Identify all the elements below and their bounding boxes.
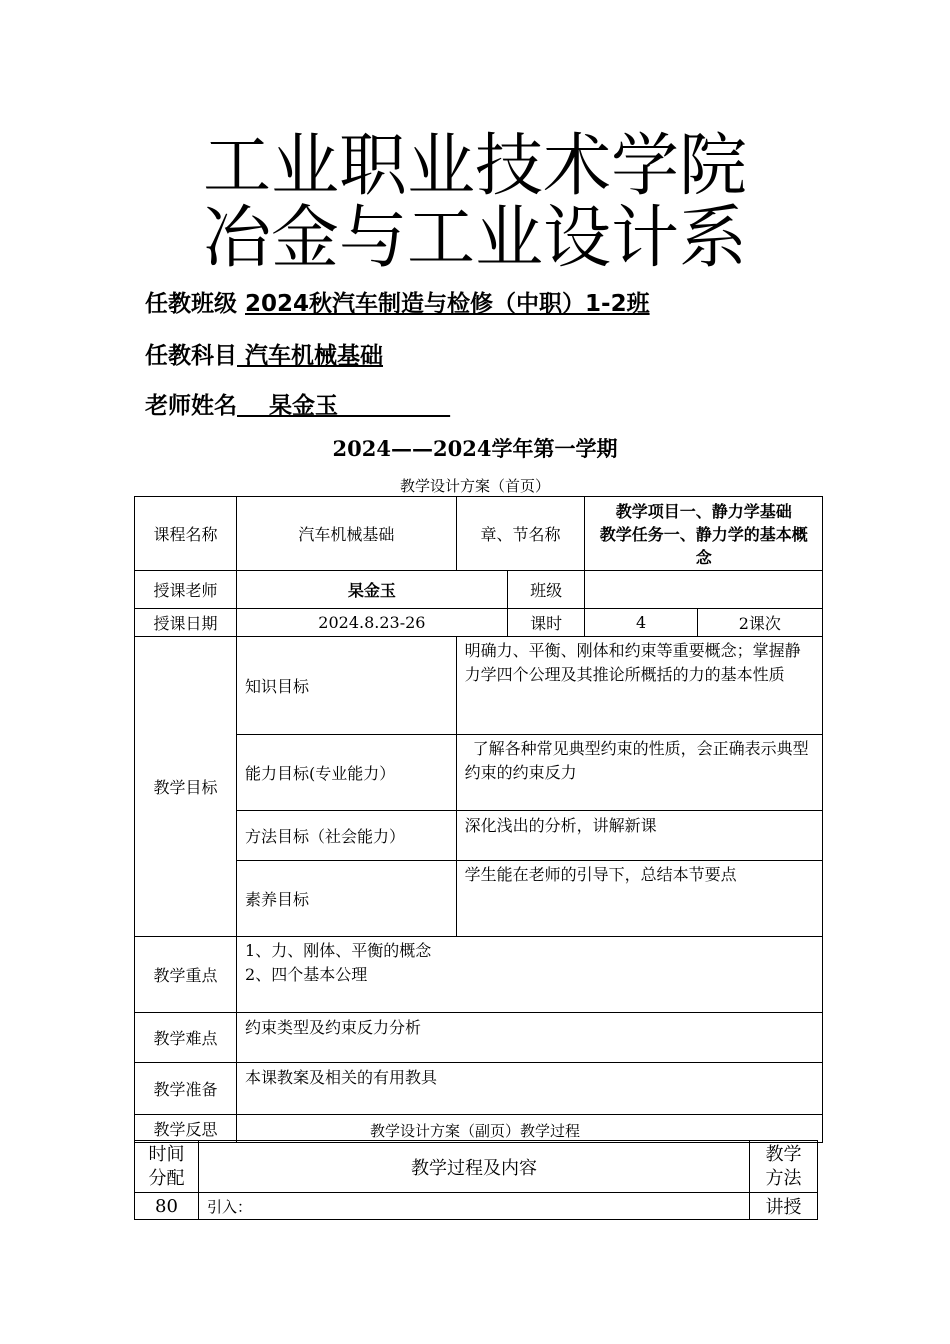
- chapter-label: 章、节名称: [456, 497, 585, 571]
- goal-text: 了解各种常见典型约束的性质，会正确表示典型约束的约束反力: [456, 735, 822, 811]
- school-title: 工业职业技术学院: [202, 127, 747, 206]
- time-header-line: 时间: [148, 1143, 185, 1165]
- key-line: 2、四个基本公理: [245, 965, 368, 984]
- info-subject-label: 任教科目: [145, 343, 237, 369]
- info-class-label: 任教班级: [145, 291, 237, 317]
- goal-name: 知识目标: [237, 637, 457, 735]
- method-header-line: 教学: [765, 1143, 802, 1165]
- process-table: [134, 1140, 818, 1220]
- difficulty-label: 教学难点: [135, 1013, 237, 1063]
- key-line: 1、力、刚体、平衡的概念: [245, 941, 432, 960]
- date-value: 2024.8.23-26: [237, 609, 508, 637]
- row-method: 讲授: [750, 1193, 818, 1220]
- info-subject-value: 汽车机械基础: [237, 343, 384, 369]
- goal-name: 能力目标(专业能力）: [237, 735, 457, 811]
- method-header-line: 方法: [765, 1167, 802, 1189]
- class-value: [585, 571, 823, 609]
- key-label: 教学重点: [135, 937, 237, 1013]
- goals-label: 教学目标: [135, 637, 237, 937]
- chapter-value-line1: 教学项目一、静力学基础: [615, 502, 792, 521]
- date-label: 授课日期: [135, 609, 237, 637]
- key-value: [237, 937, 823, 1013]
- goal-text: 明确力、平衡、刚体和约束等重要概念；掌握静力学四个公理及其推论所概括的力的基本性质: [456, 637, 822, 735]
- info-teacher-value: 杲金玉: [237, 393, 451, 419]
- teacher-value: 杲金玉: [237, 571, 508, 609]
- hours-label: 课时: [507, 609, 585, 637]
- term-heading: 2024——2024学年第一学期: [332, 436, 618, 461]
- prep-value: 本课教案及相关的有用教具: [237, 1063, 823, 1115]
- hours-value: 4: [585, 609, 697, 637]
- info-teacher-label: 老师姓名: [145, 393, 237, 419]
- teacher-label: 授课老师: [135, 571, 237, 609]
- reflection-label: 教学反思: [135, 1115, 237, 1143]
- goal-name: 方法目标（社会能力）: [237, 811, 457, 861]
- time-header-line: 分配: [148, 1167, 185, 1189]
- course-label: 课程名称: [135, 497, 237, 571]
- chapter-value-line2: 教学任务一、静力学的基本概念: [599, 525, 808, 567]
- time-header: [135, 1141, 199, 1193]
- department-title: 冶金与工业设计系: [202, 199, 747, 278]
- caption-process: 教学设计方案（副页）教学过程: [369, 1122, 580, 1140]
- difficulty-value: 约束类型及约束反力分析: [237, 1013, 823, 1063]
- content-header: 教学过程及内容: [198, 1141, 749, 1193]
- lesson-plan-table: [134, 496, 823, 1143]
- goal-text: 深化浅出的分析，讲解新课: [456, 811, 822, 861]
- sessions-value: 2课次: [697, 609, 822, 637]
- class-label: 班级: [507, 571, 585, 609]
- prep-label: 教学准备: [135, 1063, 237, 1115]
- info-class: [145, 285, 650, 318]
- chapter-value: [585, 497, 823, 571]
- info-class-value: 2024秋汽车制造与检修（中职）1-2班: [245, 291, 650, 317]
- goal-text: 学生能在老师的引导下，总结本节要点: [456, 861, 822, 937]
- info-subject: [145, 337, 383, 370]
- row-content: 引入：: [198, 1193, 749, 1220]
- info-teacher: [145, 387, 450, 420]
- method-header: [750, 1141, 818, 1193]
- caption-main: 教学设计方案（首页）: [399, 477, 550, 495]
- row-time: 80: [135, 1193, 199, 1220]
- goal-name: 素养目标: [237, 861, 457, 937]
- course-value: 汽车机械基础: [237, 497, 457, 571]
